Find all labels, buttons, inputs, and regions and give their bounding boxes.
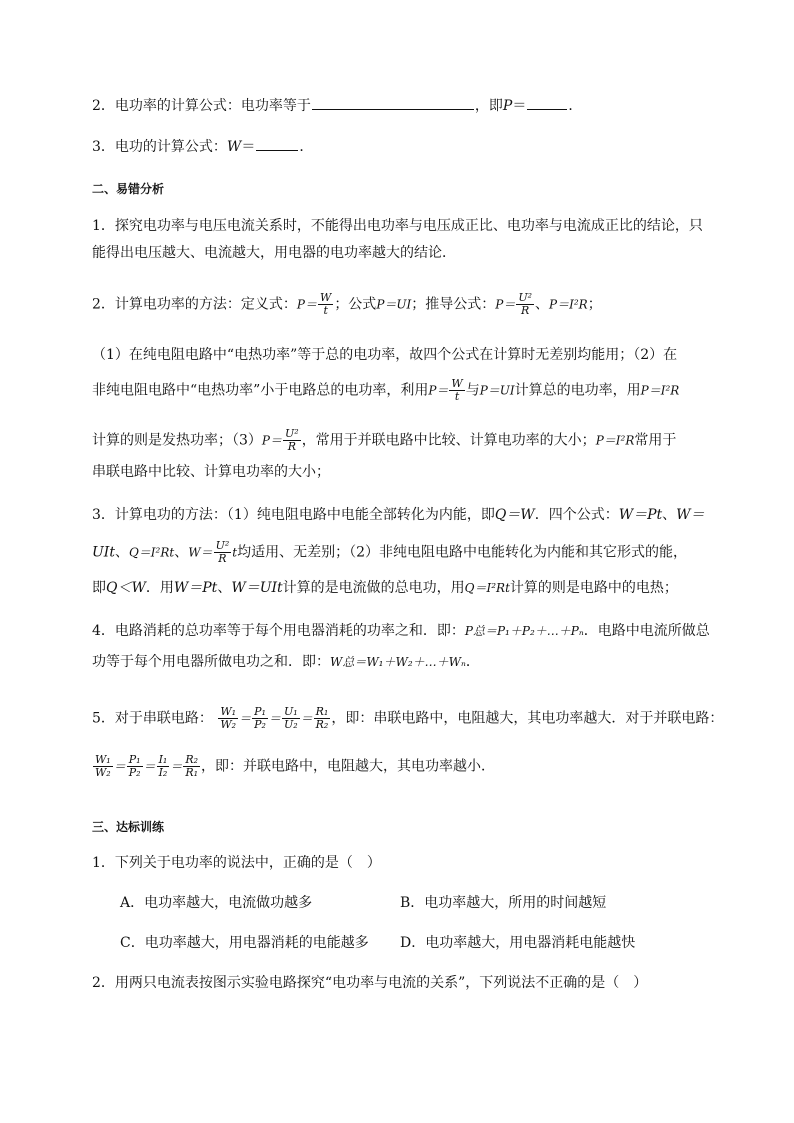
math: Q＝W	[494, 507, 535, 523]
paragraph-line: （1）在纯电阻电路中“电热功率”等于总的电功率，故四个公式在计算时无差别均能用；（2）在	[92, 347, 678, 363]
math: ＝	[268, 711, 281, 726]
denominator: R	[214, 552, 232, 565]
formula-work-line	[92, 135, 313, 157]
math: W＝	[188, 545, 213, 560]
text: ．	[465, 654, 480, 670]
text: W	[226, 139, 242, 155]
text: 、	[662, 507, 677, 523]
numerator: U²	[518, 291, 533, 304]
math: P＝UI	[479, 383, 515, 398]
text: ．用	[145, 580, 174, 596]
fraction	[283, 428, 301, 453]
text: ．四个公式：	[534, 507, 619, 523]
blank	[527, 94, 567, 110]
paragraph-line	[92, 621, 710, 641]
numerator: U²	[215, 539, 230, 552]
denominator: R	[283, 440, 301, 453]
fraction	[93, 754, 113, 779]
fraction	[314, 706, 331, 731]
text: 计算的是电流做的总电功，用	[282, 580, 465, 596]
math: P＝	[261, 433, 282, 448]
text: 即	[92, 580, 106, 596]
question-1: 1．下列关于电功率的说法中，正确的是（ ）	[92, 855, 381, 871]
fraction	[252, 706, 268, 731]
denominator: t	[449, 390, 464, 403]
math: P＝	[428, 383, 449, 398]
numerator: R₂	[185, 753, 199, 766]
math: Q＝I²Rt	[464, 581, 510, 595]
paragraph-line	[92, 505, 705, 525]
denominator: P₂	[128, 766, 141, 779]
text: 计算的则是发热功率；（3）	[92, 432, 262, 449]
fraction	[127, 754, 143, 779]
fraction	[282, 706, 300, 731]
fraction	[157, 754, 170, 779]
math: ＝	[239, 711, 252, 726]
numerator: R₁	[315, 705, 329, 718]
paragraph-line: 串联电路中比较、计算电功率的大小；	[92, 464, 330, 480]
numerator: U₁	[283, 705, 298, 718]
fraction	[318, 292, 333, 317]
denominator: I₂	[158, 766, 168, 779]
math: P＝I²R	[595, 433, 635, 448]
text: ＝	[512, 98, 527, 114]
paragraph-line	[92, 378, 679, 403]
text: P	[502, 98, 513, 114]
formula-power-line	[92, 94, 582, 116]
text: 计算总的电功率，用	[514, 382, 641, 399]
section-heading-3: 三、达标训练	[92, 820, 165, 834]
option-c: C．电功率越大，用电器消耗的电能越多	[120, 935, 369, 951]
math: Q＜W	[106, 580, 146, 596]
blank	[256, 135, 298, 151]
math: t	[232, 545, 238, 560]
paragraph-line	[92, 652, 480, 672]
question-2: 2．用两只电流表按图示实验电路探究“电功率与电流的关系”，下列说法不正确的是（ ）	[92, 975, 648, 991]
math: P总＝P₁＋P₂＋…＋Pₙ	[464, 624, 584, 638]
text: 、	[217, 580, 232, 596]
fraction	[516, 292, 534, 317]
paragraph-line	[92, 706, 723, 731]
text: 3．计算电功的方法：（1）纯电阻电路中电能全部转化为内能，即	[92, 507, 495, 523]
text: 、	[114, 544, 129, 561]
numerator: W₁	[95, 753, 111, 766]
math: P＝UI	[376, 297, 412, 312]
text: 5．对于串联电路：	[92, 710, 213, 727]
fraction	[218, 706, 238, 731]
blank	[312, 94, 474, 110]
text: ．	[568, 98, 583, 114]
math: ＝	[170, 759, 183, 774]
denominator: t	[318, 304, 333, 317]
math: P＝	[495, 297, 516, 312]
text: 均适用、无差别；（2）非纯电阻电路中电能转化为内能和其它形式的能，	[237, 544, 687, 561]
text: 3．电功的计算公式：	[92, 139, 227, 155]
denominator: U₂	[283, 718, 298, 731]
denominator: W₂	[95, 766, 111, 779]
text: ；公式	[334, 296, 377, 313]
math: Q＝I²Rt	[128, 545, 175, 560]
math: W＝Pt	[618, 507, 663, 523]
fraction	[449, 378, 464, 403]
paragraph-line	[92, 540, 687, 565]
section-heading-2: 二、易错分析	[92, 182, 165, 196]
text: 2．电功率的计算公式：电功率等于	[92, 98, 311, 114]
math: ＝	[113, 759, 126, 774]
text: ；	[587, 296, 602, 313]
denominator: R₂	[315, 718, 329, 731]
math: ＝	[300, 711, 313, 726]
math: UIt	[92, 544, 115, 561]
text: ＝	[241, 139, 256, 155]
text: ．电路中电流所做总	[583, 623, 710, 639]
text: 2．计算电功率的方法：定义式：	[92, 296, 297, 313]
math: P＝I²R	[640, 383, 680, 398]
math: P＝	[296, 297, 317, 312]
text: ．	[299, 139, 314, 155]
text: 非纯电阻电路中“电热功率”小于电路总的电功率，利用	[92, 382, 429, 399]
option-a: A．电功率越大，电流做功越多	[120, 895, 313, 911]
denominator: W₂	[220, 718, 237, 731]
option-b: B．电功率越大，所用的时间越短	[400, 895, 607, 911]
numerator: P₁	[128, 753, 141, 766]
math: W＝	[676, 507, 705, 523]
math: W总＝W₁＋W₂＋…＋Wₙ	[330, 655, 466, 669]
math: W＝UIt	[231, 580, 283, 596]
text: 、	[535, 296, 550, 313]
text: 功等于每个用电器所做电功之和．即：	[92, 654, 330, 670]
numerator: U²	[285, 427, 299, 440]
denominator: R₁	[185, 766, 199, 779]
numerator: W	[320, 291, 332, 304]
math: ＝	[143, 759, 156, 774]
text: 计算的则是电路中的电热；	[509, 580, 678, 596]
numerator: W₁	[220, 705, 237, 718]
text: ，常用于并联电路中比较、计算电功率的大小；	[301, 432, 596, 449]
numerator: I₁	[158, 753, 168, 766]
text: 常用于	[634, 432, 677, 449]
numerator: W	[451, 377, 463, 390]
paragraph-line: 1．探究电功率与电压电流关系时，不能得出电功率与电压成正比、电功率与电流成正比的结论，只	[92, 218, 703, 234]
denominator: P₂	[254, 718, 266, 731]
text: 4．电路消耗的总功率等于每个用电器消耗的功率之和．即：	[92, 623, 465, 639]
paragraph-line	[92, 428, 676, 453]
paragraph-line: 能得出电压越大、电流越大，用电器的电功率越大的结论．	[92, 245, 456, 261]
text: ，即	[474, 98, 503, 114]
option-d: D．电功率越大，用电器消耗电能越快	[400, 935, 636, 951]
text: ，即：串联电路中，电阻越大，其电功率越大．对于并联电路：	[331, 710, 724, 727]
text: ；推导公式：	[411, 296, 496, 313]
paragraph-line	[92, 292, 602, 317]
text: 、	[174, 544, 189, 561]
paragraph-line	[92, 578, 678, 598]
numerator: P₁	[254, 705, 266, 718]
math: W＝Pt	[173, 580, 218, 596]
denominator: R	[516, 304, 534, 317]
fraction	[214, 540, 232, 565]
text: 与	[465, 382, 480, 399]
paragraph-line	[92, 754, 495, 779]
text: ，即：并联电路中，电阻越大，其电功率越小．	[201, 758, 496, 775]
fraction	[183, 754, 200, 779]
math: P＝I²R	[549, 297, 588, 312]
